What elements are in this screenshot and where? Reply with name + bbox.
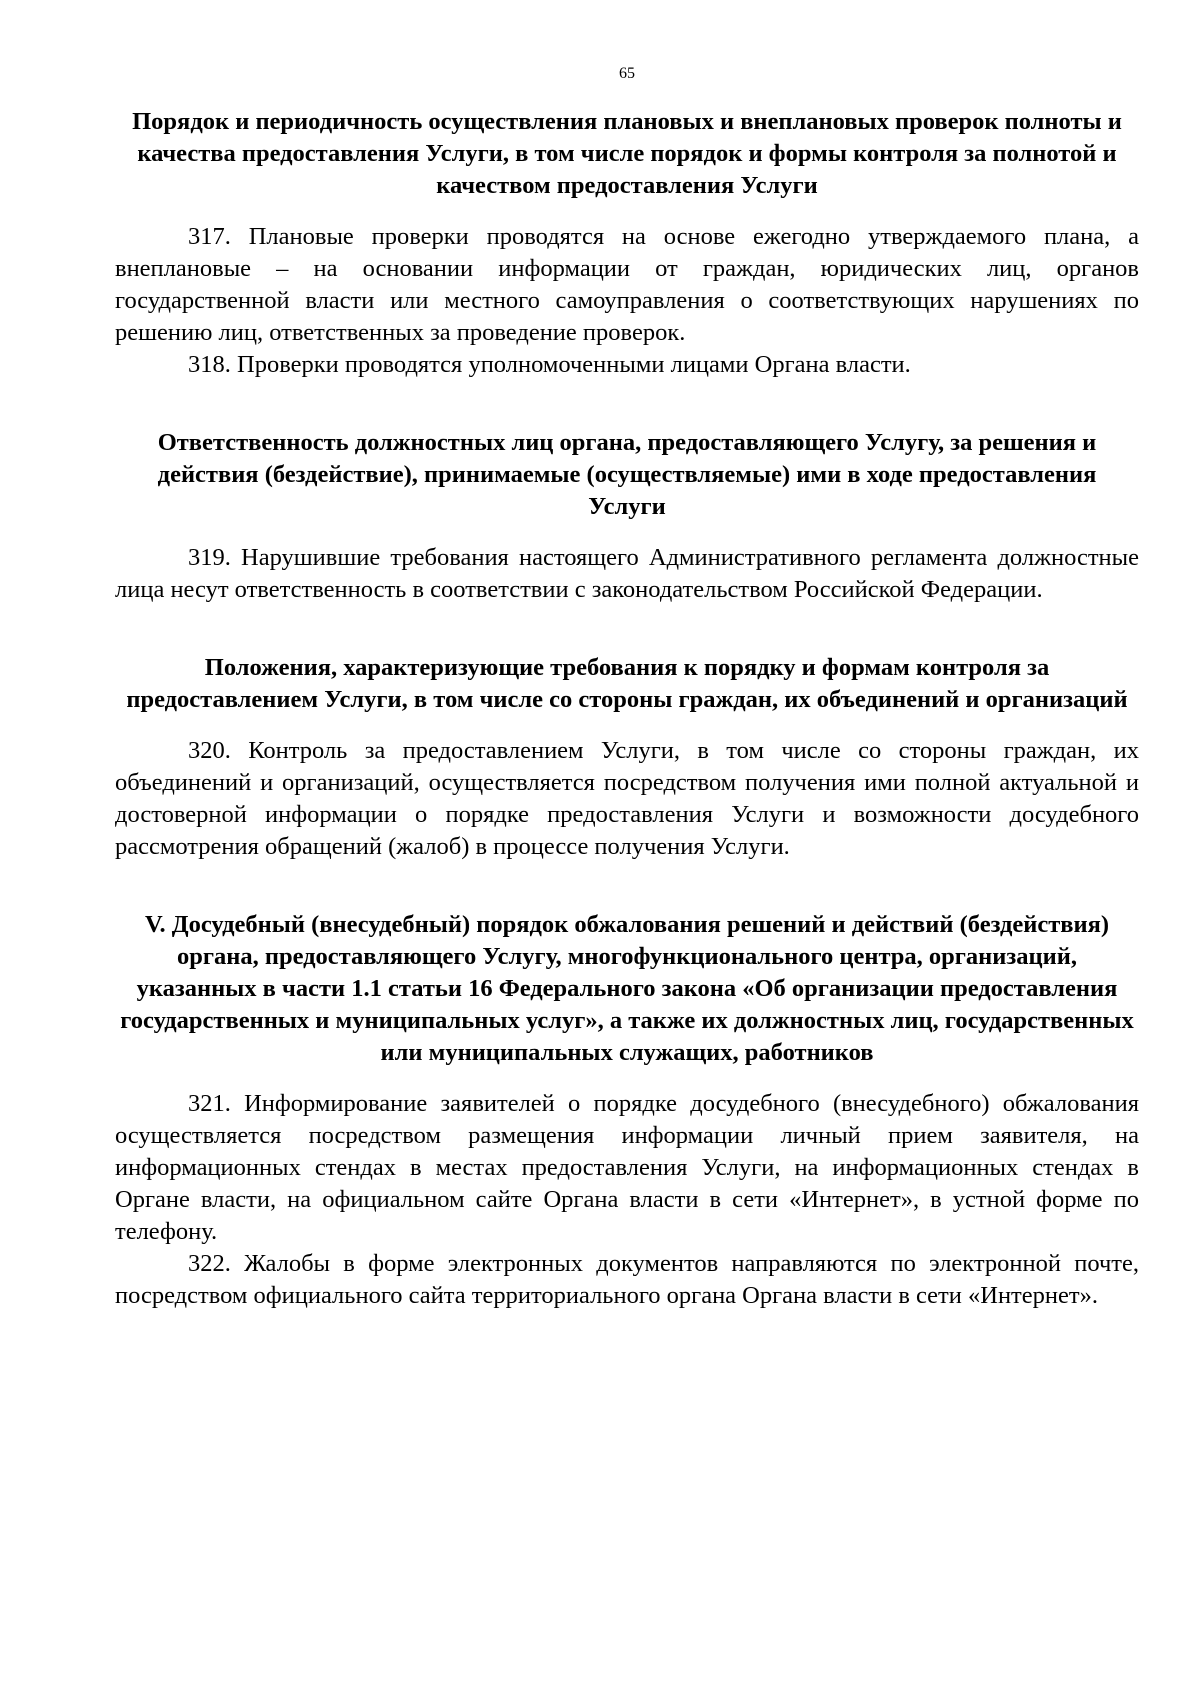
spacer <box>115 863 1139 909</box>
paragraph-320: 320. Контроль за предоставлением Услуги, в том числе со стороны граждан, их объединений и организаций, осуществляется посредством получения ими полной актуальной и достоверной информации о порядке предоставления Услуги и возможности досудебного рассмотрения обращений (жалоб) в процессе получения Услуги. <box>115 737 1139 860</box>
paragraph-318: 318. Проверки проводятся уполномоченными лицами Органа власти. <box>188 351 911 378</box>
paragraph-322: 322. Жалобы в форме электронных документов направляются по электронной почте, посредством официального сайта территориального органа Органа власти в сети «Интернет». <box>115 1250 1139 1309</box>
document-page <box>115 64 1139 1312</box>
paragraph-319: 319. Нарушившие требования настоящего Административного регламента должностные лица несут ответственность в соответствии с законодательством Российской Федерации. <box>115 544 1139 603</box>
page-number: 65 <box>619 65 635 82</box>
spacer <box>115 202 1139 221</box>
section-heading-responsibility: Ответственность должностных лиц органа, предоставляющего Услугу, за решения и действия (бездействие), принимаемые (осуществляемые) ими в ходе предоставления Услуги <box>157 429 1097 520</box>
paragraph-321: 321. Информирование заявителей о порядке досудебного (внесудебного) обжалования осуществляется посредством размещения информации личный прием заявителя, на информационных стендах в местах предоставления Услуги, на информационных стендах в Органе власти, на официальном сайте Органа власти в сети «Интернет», в устной форме по телефону. <box>115 1090 1139 1245</box>
spacer <box>115 1069 1139 1088</box>
spacer <box>115 523 1139 542</box>
paragraph-317: 317. Плановые проверки проводятся на основе ежегодно утверждаемого плана, а внеплановые – на основании информации от граждан, юридических лиц, органов государственной власти или местного самоуправления о соответствующих нарушениях по решению лиц, ответственных за проведение проверок. <box>115 223 1139 346</box>
spacer <box>115 716 1139 735</box>
spacer <box>115 606 1139 652</box>
section-heading-control-checks: Порядок и периодичность осуществления плановых и внеплановых проверок полноты и качества предоставления Услуги, в том числе порядок и формы контроля за полнотой и качеством предоставления Услуги <box>132 108 1122 199</box>
spacer <box>115 381 1139 427</box>
section-heading-pretrial-appeal: V. Досудебный (внесудебный) порядок обжалования решений и действий (бездействия) органа, предоставляющего Услугу, многофункционального центра, организаций, указанных в части 1.1 статьи 16 Федерального закона «Об организации предоставления государственных и муниципальных услуг», а также их должностных лиц, государственных или муниципальных служащих, работников <box>120 911 1134 1066</box>
section-heading-public-control: Положения, характеризующие требования к порядку и формам контроля за предоставлением Услуги, в том числе со стороны граждан, их объединений и организаций <box>126 654 1128 713</box>
